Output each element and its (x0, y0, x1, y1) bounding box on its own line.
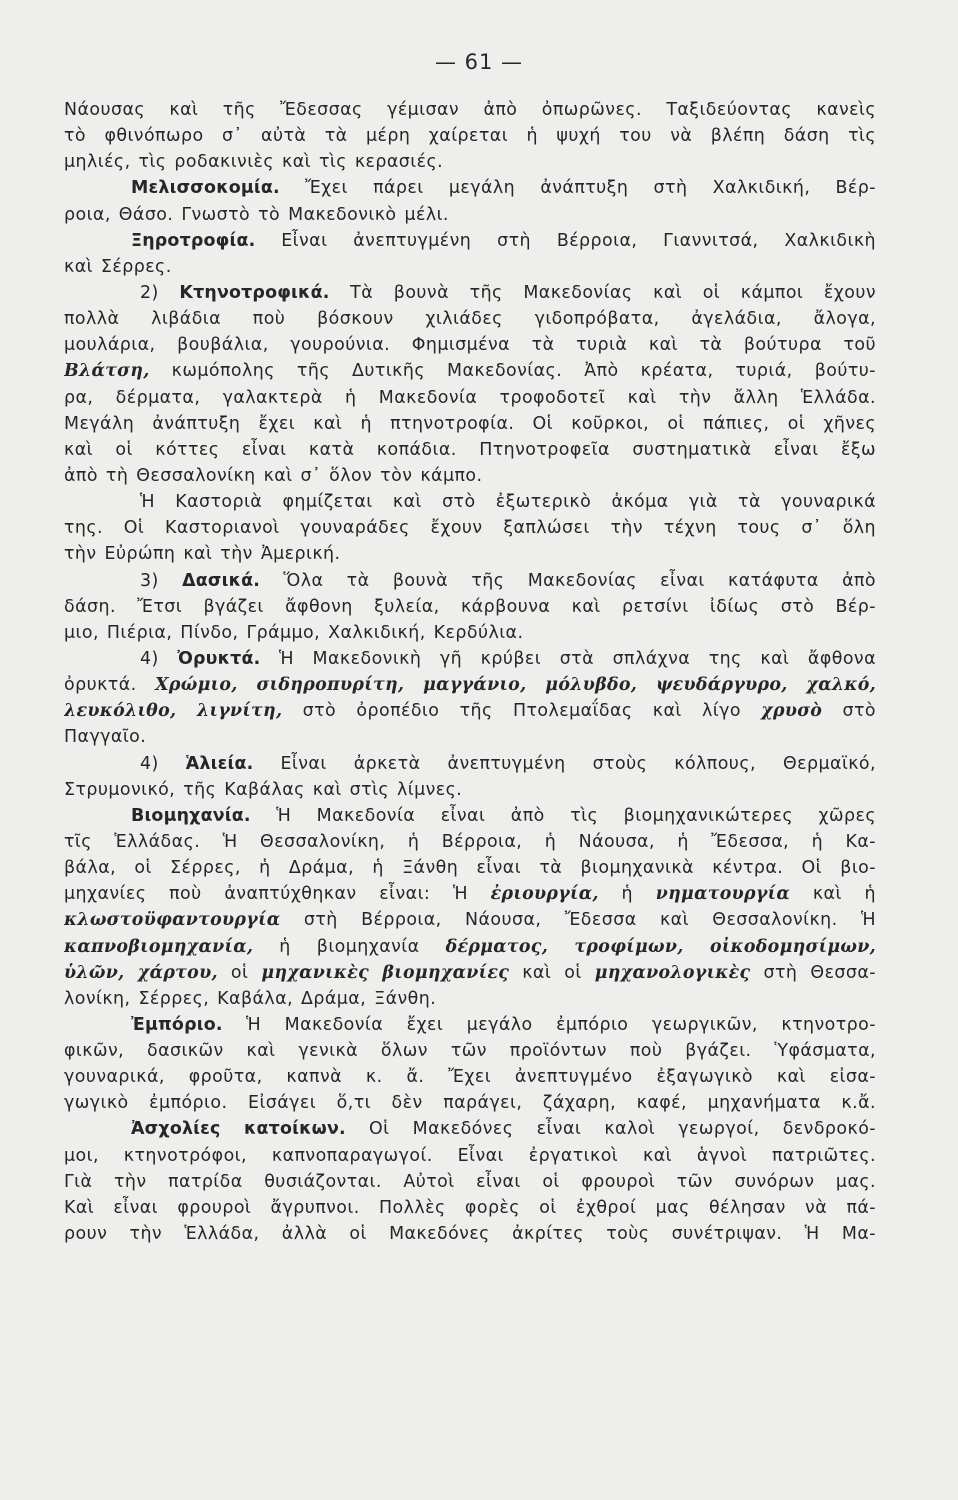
text-run: ἡ βιομηχανία (253, 936, 446, 957)
text-line (64, 228, 876, 254)
text-line (64, 332, 876, 358)
text-run: οἱ (217, 962, 262, 983)
text-run: Ἡ Καστοριὰ φημίζεται καὶ στὸ ἐξωτερικὸ ἀκόμα γιὰ τὰ γουναρικά (140, 492, 876, 513)
section-heading: Κτηνοτροφικά. (179, 282, 330, 303)
text-run: μιο, Πιέρια, Πίνδο, Γράμμο, Χαλκιδική, Κερδύλια. (64, 622, 524, 643)
text-line (64, 594, 876, 620)
text-run: τῖς Ἑλλάδας. Ἡ Θεσσαλονίκη, ἡ Βέρροια, ἡ Νάουσα, ἡ Ἔδεσσα, ἡ Κα- (64, 831, 876, 852)
text-line (64, 1012, 876, 1038)
text-run: ἀπὸ τὴ Θεσσαλονίκη καὶ σ᾽ ὅλον τὸν κάμπο. (64, 465, 483, 486)
text-line (64, 1143, 876, 1169)
section-heading: Μελισσοκομία. (131, 178, 280, 199)
emphasized-term: δέρματος, τροφίμων, οἰκοδομησίμων, (445, 936, 876, 957)
text-run: Ὅλα τὰ βουνὰ τῆς Μακεδονίας εἶναι κατάφυτα ἀπὸ (260, 570, 876, 591)
text-run: 4) (140, 648, 178, 669)
text-line (64, 437, 876, 463)
text-run: μηχανίες ποὺ ἀναπτύχθηκαν εἶναι: Ἡ (64, 884, 491, 905)
text-run: γωγικὸ ἐμπόριο. Εἰσάγει ὅ,τι δὲν παράγει, ζάχαρη, καφέ, μηχανήματα κ.ἄ. (64, 1093, 876, 1114)
text-run: Ἔχει πάρει μεγάλη ἀνάπτυξη στὴ Χαλκιδική, Βέρ- (279, 178, 876, 199)
section-heading: Βιομηχανία. (131, 805, 251, 826)
text-run: Ἡ Μακεδονία εἶναι ἀπὸ τὶς βιομηχανικώτερες χῶρες (250, 805, 876, 826)
text-run: Καὶ εἶναι φρουροὶ ἄγρυπνοι. Πολλὲς φορὲς οἱ ἐχθροί μας θέλησαν νὰ πά- (64, 1197, 876, 1218)
section-heading: Ἀσχολίες κατοίκων. (131, 1119, 346, 1140)
text-line (64, 829, 876, 855)
emphasized-term: καπνοβιομηχανία, (64, 936, 254, 957)
text-run: 3) (140, 570, 183, 591)
text-run: 2) (140, 282, 180, 303)
text-run: Στρυμονικό, τῆς Καβάλας καὶ στὶς λίμνες. (64, 779, 463, 800)
text-run: κωμόπολης τῆς Δυτικῆς Μακεδονίας. Ἀπὸ κρέατα, τυριά, βούτυ- (149, 361, 876, 382)
text-run: μηλιές, τὶς ροδακινιὲς καὶ τὶς κερασιές. (64, 152, 444, 173)
text-run: μουλάρια, βουβάλια, γουρούνια. Φημισμένα τὰ τυριὰ καὶ τὰ βούτυρα τοῦ (64, 335, 876, 356)
text-line (64, 646, 876, 672)
text-run: Οἱ Μακεδόνες εἶναι καλοὶ γεωργοί, δενδροκό- (345, 1119, 876, 1140)
text-line (64, 1090, 876, 1116)
text-run: Εἶναι ἀρκετὰ ἀνεπτυγμένη στοὺς κόλπους, Θερμαϊκό, (253, 753, 876, 774)
text-line (64, 489, 876, 515)
text-run: Τὰ βουνὰ τῆς Μακεδονίας καὶ οἱ κάμποι ἔχουν (329, 282, 876, 303)
text-line (64, 1064, 876, 1090)
text-line (64, 672, 876, 698)
text-line (64, 1195, 876, 1221)
text-line (64, 698, 876, 724)
text-run: φικῶν, δασικῶν καὶ γενικὰ ὅλων τῶν προϊόντων ποὺ βγάζει. Ὑφάσματα, (64, 1041, 876, 1062)
text-run: ὀρυκτά. (64, 675, 156, 696)
text-line (64, 541, 876, 567)
text-line (64, 855, 876, 881)
text-run: στὴ Θεσσα- (750, 962, 876, 983)
text-run: της. Οἱ Καστοριανοὶ γουναράδες ἔχουν ξαπλώσει τὴν τέχνη τους σ᾽ ὅλη (64, 518, 876, 539)
text-line (64, 515, 876, 541)
emphasized-term: Βλάτση, (64, 361, 150, 382)
text-line (64, 463, 876, 489)
text-line (64, 411, 876, 437)
text-line (64, 907, 876, 933)
text-line (64, 751, 876, 777)
text-line (64, 1038, 876, 1064)
text-line (64, 202, 876, 228)
text-line (64, 358, 876, 384)
text-line (64, 149, 876, 175)
section-heading: Ὀρυκτά. (177, 648, 261, 669)
text-line (64, 1221, 876, 1247)
text-run: λονίκη, Σέρρες, Καβάλα, Δράμα, Ξάνθη. (64, 988, 437, 1009)
emphasized-term: χρυσὸ (761, 701, 823, 722)
emphasized-term: ἐριουργία, (490, 884, 599, 905)
text-run: τὸ φθινόπωρο σ᾽ αὐτὰ τὰ μέρη χαίρεται ἡ ψυχή του νὰ βλέπη δάση τὶς (64, 126, 876, 147)
text-line (64, 385, 876, 411)
text-line (64, 724, 876, 750)
text-line (64, 1169, 876, 1195)
text-run: καὶ Σέρρες. (64, 256, 172, 277)
text-run: Νάουσας καὶ τῆς Ἔδεσσας γέμισαν ἀπὸ ὀπωρῶνες. Ταξιδεύοντας κανεὶς (64, 100, 876, 120)
text-line (64, 960, 876, 986)
section-heading: Ἁλιεία. (185, 753, 254, 774)
text-run: Εἶναι ἀνεπτυγμένη στὴ Βέρροια, Γιαννιτσά, Χαλκιδικὴ (255, 230, 876, 251)
text-run: Παγγαῖο. (64, 727, 147, 748)
emphasized-term: Χρώμιο, σιδηροπυρίτη, μαγγάνιο, μόλυβδο, ψευδάργυρο, χαλκό, (155, 675, 876, 696)
section-heading: Δασικά. (182, 570, 261, 591)
text-run: στὴ Βέρροια, Νάουσα, Ἔδεσσα καὶ Θεσσαλονίκη. Ἡ (280, 910, 876, 931)
text-line (64, 280, 876, 306)
text-line (64, 97, 876, 123)
text-line (64, 881, 876, 907)
text-run: Ἡ Μακεδονικὴ γῆ κρύβει στὰ σπλάχνα της καὶ ἄφθονα (260, 648, 876, 669)
text-line (64, 934, 876, 960)
emphasized-term: μηχανικὲς βιομηχανίες (261, 962, 510, 983)
text-line (64, 254, 876, 280)
text-run: δάση. Ἔτσι βγάζει ἄφθονη ξυλεία, κάρβουνα καὶ ρετσίνι ἰδίως στὸ Βέρ- (64, 596, 876, 617)
emphasized-term: κλωστοϋφαντουργία (64, 910, 281, 931)
text-run: ρα, δέρματα, γαλακτερὰ ἡ Μακεδονία τροφοδοτεῖ καὶ τὴν ἄλλη Ἑλλάδα. (64, 387, 876, 408)
body-text (64, 97, 876, 1247)
text-run: μοι, κτηνοτρόφοι, καπνοπαραγωγοί. Εἶναι ἐργατικοὶ καὶ ἁγνοὶ πατριῶτες. (64, 1145, 876, 1166)
text-line (64, 123, 876, 149)
text-run: γουναρικά, φροῦτα, καπνὰ κ. ἄ. Ἔχει ἀνεπτυγμένο ἐξαγωγικὸ καὶ εἰσα- (64, 1067, 876, 1088)
text-line (64, 175, 876, 201)
text-line (64, 777, 876, 803)
text-run: Ἡ Μακεδονία ἔχει μεγάλο ἐμπόριο γεωργικῶν, κτηνοτρο- (222, 1014, 876, 1035)
emphasized-term: ὑλῶν, χάρτου, (64, 962, 218, 983)
text-run: στὸ ὀροπέδιο τῆς Πτολεμαΐδας καὶ λίγο (282, 701, 762, 722)
text-run: Γιὰ τὴν πατρίδα θυσιάζονται. Αὐτοὶ εἶναι οἱ φρουροὶ τῶν συνόρων μας. (64, 1171, 876, 1192)
text-line (64, 986, 876, 1012)
text-run: πολλὰ λιβάδια ποὺ βόσκουν χιλιάδες γιδοπρόβατα, ἀγελάδια, ἄλογα, (64, 309, 876, 330)
text-run: Μεγάλη ἀνάπτυξη ἔχει καὶ ἡ πτηνοτροφία. Οἱ κοῦρκοι, οἱ πάπιες, οἱ χῆνες (64, 413, 876, 434)
text-run: στὸ (822, 701, 876, 722)
text-run: ἡ (598, 884, 656, 905)
page-number: — 61 — (434, 50, 524, 74)
text-run: τὴν Εὐρώπη καὶ τὴν Ἀμερική. (64, 544, 341, 565)
emphasized-term: μηχανολογικὲς (594, 962, 751, 983)
text-line (64, 803, 876, 829)
text-run: 4) (140, 753, 186, 774)
text-run: βάλα, οἱ Σέρρες, ἡ Δράμα, ἡ Ξάνθη εἶναι τὰ βιομηχανικὰ κέντρα. Οἱ βιο- (64, 858, 876, 879)
text-run: καὶ οἱ (509, 962, 595, 983)
emphasized-term: νηματουργία (655, 884, 791, 905)
text-line (64, 620, 876, 646)
text-run: ρουν τὴν Ἑλλάδα, ἀλλὰ οἱ Μακεδόνες ἀκρίτες τοὺς συνέτριψαν. Ἡ Μα- (64, 1224, 876, 1245)
text-line (64, 306, 876, 332)
text-run: καὶ οἱ κόττες εἶναι κατὰ κοπάδια. Πτηνοτροφεῖα συστηματικὰ εἶναι ἔξω (64, 439, 876, 460)
section-heading: Ἐμπόριο. (131, 1014, 223, 1035)
text-run: καὶ ἡ (790, 884, 876, 905)
emphasized-term: λευκόλιθο, λιγνίτη, (64, 701, 283, 722)
text-run: ροια, Θάσο. Γνωστὸ τὸ Μακεδονικὸ μέλι. (64, 204, 449, 225)
text-line (64, 1116, 876, 1142)
text-line (64, 568, 876, 594)
section-heading: Ξηροτροφία. (131, 230, 256, 251)
